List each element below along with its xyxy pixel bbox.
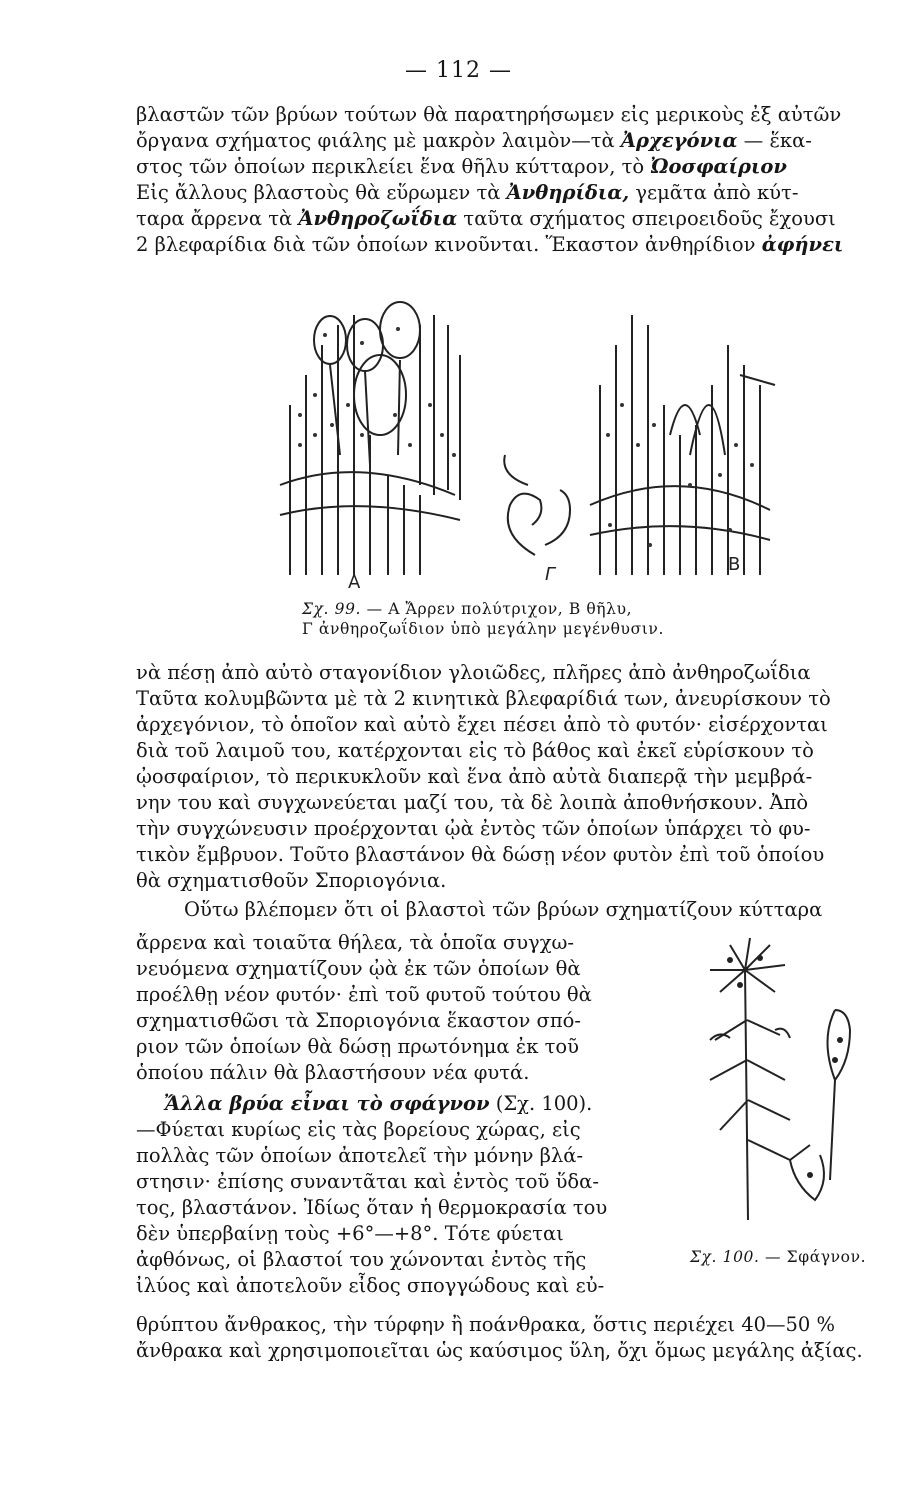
text-line: στησιν· ἐπίσης συναντᾶται καὶ ἐντὸς τοῦ ὕδα- — [136, 1170, 599, 1193]
text-line: ἰλύος καὶ ἀποτελοῦν εἶδος σπογγώδους καὶ εὐ- — [136, 1274, 605, 1297]
page-number: — 112 — — [405, 58, 512, 83]
text-line: ᾠοσφαίριον, τὸ περικυκλοῦν καὶ ἕνα ἀπὸ αὐτὰ διαπερᾷ τὴν μεμβρά- — [136, 765, 813, 788]
figure-99-caption-line-1: Σχ. 99. — Α Ἄρρεν πολύτριχον, Β θῆλυ, — [302, 600, 633, 618]
text-line: θὰ σχηματισθοῦν Σποριογόνια. — [136, 869, 447, 892]
text-line: πολλὰς τῶν ὁποίων ἀποτελεῖ τὴν μόνην βλά- — [136, 1144, 584, 1167]
text-line: ταρα ἄρρενα τὰ Ἀνθηροζωΐδια ταῦτα σχήματος σπειροειδοῦς ἔχουσι — [136, 207, 836, 230]
text-line: Εἰς ἄλλους βλαστοὺς θὰ εὕρωμεν τὰ Ἀνθηρίδια, γεμᾶτα ἀπὸ κύτ- — [136, 181, 799, 204]
text-line: θρύπτου ἄνθρακος, τὴν τύρφην ἢ ποάνθρακα, ὅστις περιέχει 40—50 % — [136, 1313, 836, 1336]
figure-100-caption: Σχ. 100. — Σφάγνον. — [690, 1248, 867, 1266]
text-line: ἀρχεγόνιον, τὸ ὁποῖον καὶ αὐτὸ ἔχει πέσει ἀπὸ τὸ φυτόν· εἰσέρχονται — [136, 713, 828, 736]
text-line: δὲν ὑπερβαίνῃ τοὺς +6°—+8°. Τότε φύεται — [136, 1222, 564, 1245]
text-line: νὰ πέσῃ ἀπὸ αὐτὸ σταγονίδιον γλοιῶδες, πλῆρες ἀπὸ ἀνθηροζωΐδια — [136, 661, 811, 684]
text-line: νην του καὶ συγχωνεύεται μαζί του, τὰ δὲ λοιπὰ ἀποθνήσκουν. Ἀπὸ — [136, 791, 809, 814]
text-line: Ἄλλα βρύα εἶναι τὸ σφάγνον (Σχ. 100). — [164, 1092, 593, 1115]
figure-label-b: Β — [728, 554, 741, 575]
figure-label-g: Γ — [545, 564, 556, 585]
text-line: τὴν συγχώνευσιν προέρχονται ᾠὰ ἐντὸς τῶν ὁποίων ὑπάρχει τὸ φυ- — [136, 817, 811, 840]
text-line: ἀφθόνως, οἱ βλαστοί του χώνονται ἐντὸς τῆς — [136, 1248, 587, 1271]
figure-99-drawing — [270, 285, 790, 595]
text-line: στος τῶν ὁποίων περικλείει ἕνα θῆλυ κύτταρον, τὸ Ὠοσφαίριον — [136, 155, 787, 178]
text-line: ἄρρενα καὶ τοιαῦτα θήλεα, τὰ ὁποῖα συγχω- — [136, 931, 575, 954]
text-line: βλαστῶν τῶν βρύων τούτων θὰ παρατηρήσωμεν εἰς μερικοὺς ἐξ αὐτῶν — [136, 103, 842, 126]
text-line: Οὕτω βλέπομεν ὅτι οἱ βλαστοὶ τῶν βρύων σχηματίζουν κύτταρα — [184, 898, 823, 921]
term-oosphairion: Ὠοσφαίριον — [650, 155, 787, 178]
text-line: σχηματισθῶσι τὰ Σποριογόνια ἕκαστον σπό- — [136, 1009, 581, 1032]
text-line: τικὸν ἔμβρυον. Τοῦτο βλαστάνον θὰ δώσῃ νέον φυτὸν ἐπὶ τοῦ ὁποίου — [136, 843, 825, 866]
text-line: διὰ τοῦ λαιμοῦ του, κατέρχονται εἰς τὸ βάθος καὶ ἐκεῖ εὑρίσκουν τὸ — [136, 739, 814, 762]
text-line: ἄνθρακα καὶ χρησιμοποιεῖται ὡς καύσιμος ὕλη, ὄχι ὅμως μεγάλης ἀξίας. — [136, 1339, 863, 1362]
female-polytrichum-illustration — [590, 315, 775, 575]
text-line: ριον τῶν ὁποίων θὰ δώσῃ πρωτόνημα ἐκ τοῦ — [136, 1035, 579, 1058]
term-afinei: ἀφήνει — [761, 233, 844, 256]
text-line: Ταῦτα κολυμβῶντα μὲ τὰ 2 κινητικὰ βλεφαρίδιά των, ἀνευρίσκουν τὸ — [136, 687, 831, 710]
text-line: —Φύεται κυρίως εἰς τὰς βορείους χώρας, εἰς — [136, 1118, 581, 1141]
heading-sfagnon: Ἄλλα βρύα εἶναι τὸ σφάγνον — [164, 1092, 490, 1115]
sphagnum-illustration — [690, 930, 880, 1230]
figure-99 — [270, 285, 790, 595]
text-line: ὄργανα σχήματος φιάλης μὲ μακρὸν λαιμὸν—τὰ Ἀρχεγόνια — ἕκα- — [136, 129, 812, 152]
term-antheridia: Ἀνθηρίδια, — [506, 181, 630, 204]
antherozoid-illustration — [504, 455, 570, 555]
figure-100 — [690, 930, 880, 1230]
figure-label-a: Α — [348, 572, 361, 593]
text-line: νευόμενα σχηματίζουν ᾠὰ ἐκ τῶν ὁποίων θὰ — [136, 957, 581, 980]
male-polytrichum-illustration — [280, 302, 460, 575]
text-line: 2 βλεφαρίδια διὰ τῶν ὁποίων κινοῦνται. Ἕκαστον ἀνθηρίδιον ἀφήνει — [136, 233, 844, 256]
text-line: προέλθῃ νέον φυτόν· ἐπὶ τοῦ φυτοῦ τούτου θὰ — [136, 983, 592, 1006]
term-antherozoidia: Ἀνθηροζωΐδια — [298, 207, 458, 230]
text-line: τος, βλαστάνον. Ἰδίως ὅταν ἡ θερμοκρασία του — [136, 1196, 608, 1219]
text-line: ὁποίου πάλιν θὰ βλαστήσουν νέα φυτά. — [136, 1061, 530, 1084]
figure-99-caption-line-2: Γ ἀνθηροζωΐδιον ὑπὸ μεγάλην μεγένθυσιν. — [302, 620, 664, 638]
term-archegonia: Ἀρχεγόνια — [620, 129, 738, 152]
